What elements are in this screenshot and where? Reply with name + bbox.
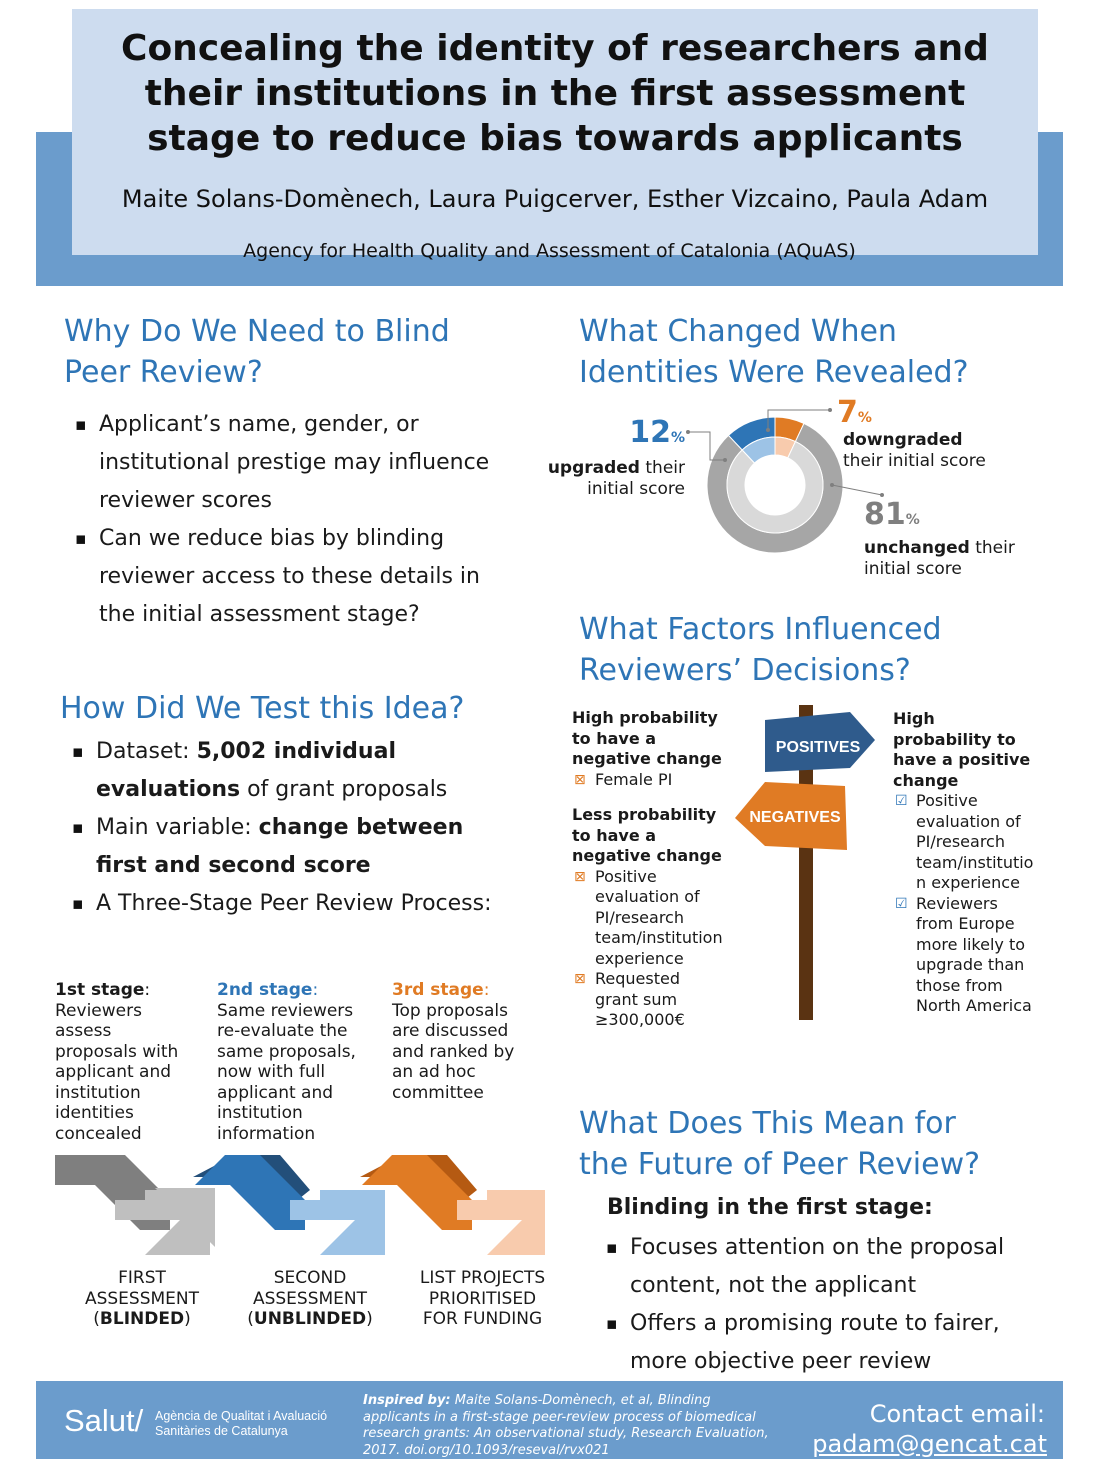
citation-line: applicants in a first-stage peer-review process of biomedical	[363, 1409, 756, 1425]
factor-text: evaluation of	[595, 887, 700, 906]
label-line	[540, 458, 685, 479]
colon: :	[312, 980, 319, 1000]
label-bold: UNBLINDED	[253, 1309, 367, 1329]
factor-text: grant sum	[595, 989, 678, 1009]
inspired-label: Inspired by:	[363, 1393, 451, 1408]
heading-line: What Does This Mean for	[579, 1106, 956, 1141]
label-line: initial score	[864, 559, 962, 579]
poster-title	[72, 26, 1038, 161]
value: 7	[837, 395, 858, 430]
label-bold: unchanged	[864, 538, 970, 558]
logo-line: Agència de Qualitat i Avaluació	[155, 1409, 328, 1423]
factor-head-line: Less probability	[572, 805, 717, 824]
factor-item	[572, 770, 742, 791]
factors-heading	[579, 609, 942, 691]
factor-text: PI/research	[595, 907, 684, 927]
unit: %	[905, 512, 920, 528]
factor-text: experience	[595, 948, 684, 968]
stage-head: 1st stage	[55, 980, 145, 1000]
value: 12	[629, 415, 671, 450]
factor-head-line: have a positive	[893, 750, 1031, 769]
factor-text: from Europe	[916, 914, 1015, 933]
leader-upgraded	[688, 432, 725, 460]
x-box-icon: ⊠	[574, 868, 586, 885]
leader-downgraded	[768, 410, 830, 430]
factor-text: Female PI	[595, 769, 673, 789]
label-line: FIRST	[118, 1268, 166, 1288]
unit: %	[857, 410, 872, 426]
factor-text: Positive	[916, 791, 978, 810]
authors: Maite Solans-Domènech, Laura Puigcerver, Esther Vizcaino, Paula Adam	[121, 185, 989, 213]
factor-text: upgrade than	[916, 955, 1025, 974]
arrow-stage1	[55, 1155, 215, 1255]
salut-logo: Salut/	[64, 1403, 144, 1438]
factor-item	[572, 969, 742, 1031]
downgraded-value	[837, 395, 872, 430]
why-bullet: ▪ Can we reduce bias by blinding reviewer access to these details in the initial assessment stage?	[63, 520, 503, 634]
stage-3	[392, 980, 522, 1103]
factor-text: team/institution	[595, 928, 723, 947]
text: Main variable:	[96, 815, 259, 840]
how-bullets	[60, 733, 520, 923]
process-arrows	[55, 1155, 550, 1255]
factor-text: Positive	[595, 866, 657, 886]
text: their	[969, 538, 1015, 558]
factor-head-line: probability to	[893, 729, 1016, 749]
factor-text: n experience	[916, 873, 1020, 892]
how-bullet-dataset	[60, 733, 520, 809]
heading-line: Reviewers’ Decisions?	[579, 653, 911, 688]
agency-logo-text	[155, 1409, 327, 1439]
label-line: ASSESSMENT	[252, 1288, 368, 1309]
stage-text: Top proposals are discussed and ranked by an ad hoc committee	[392, 1000, 515, 1103]
label-line: LIST PROJECTS	[419, 1268, 546, 1288]
factor-text: Reviewers	[916, 893, 998, 913]
label-bold: BLINDED	[99, 1309, 185, 1329]
future-subhead: Blinding in the first stage:	[607, 1195, 933, 1220]
label-line: ASSESSMENT	[84, 1288, 200, 1309]
heading-line: What Changed When	[579, 314, 897, 349]
neg-high-factors	[572, 708, 742, 790]
affiliation: Agency for Health Quality and Assessment of Catalonia (AQuAS)	[243, 240, 856, 262]
label-list-projects	[405, 1268, 560, 1330]
factor-head-line: change	[893, 770, 959, 790]
why-bullet: ▪ Applicant’s name, gender, or institutional prestige may influence reviewer scores	[63, 406, 503, 520]
neg-less-factors	[572, 805, 742, 1031]
citation-line: research grants: An observational study, Research Evaluation,	[363, 1426, 769, 1441]
positives-sign-label: POSITIVES	[775, 739, 861, 756]
stage-text: Reviewers assess proposals with applicant and institution identities concealed	[55, 1000, 179, 1144]
unit: %	[670, 430, 685, 446]
heading-line: What Factors Influenced	[579, 612, 942, 647]
label-line: their initial score	[843, 451, 986, 471]
value: 81	[864, 497, 906, 532]
label-line: initial score	[587, 479, 685, 499]
paren: )	[366, 1309, 373, 1329]
contact-email-link[interactable]: padam@gencat.cat	[812, 1430, 1047, 1458]
label-line	[230, 1309, 390, 1330]
text: of grant proposals	[240, 777, 448, 802]
colon: :	[144, 980, 151, 1000]
how-heading: How Did We Test this Idea?	[60, 691, 465, 726]
stage-text: Same reviewers re-evaluate the same proposals, now with full applicant and institution information	[217, 1000, 356, 1144]
citation-line	[363, 1393, 813, 1410]
label-line: SECOND	[273, 1268, 347, 1288]
label-first-assessment	[67, 1268, 217, 1330]
x-box-icon: ⊠	[574, 771, 586, 788]
future-heading	[579, 1103, 980, 1185]
factor-head-line: negative change	[572, 846, 722, 865]
title-line: Concealing the identity of researchers and	[121, 28, 989, 69]
unchanged-label	[864, 538, 1015, 580]
future-bullet: ▪ Offers a promising route to fairer, more objective peer review	[594, 1305, 1054, 1381]
citation	[363, 1393, 813, 1457]
heading-line: Why Do We Need to Blind	[64, 314, 450, 349]
checkbox-icon: ☑	[895, 895, 908, 912]
contact-label: Contact email:	[869, 1400, 1045, 1428]
factor-text: Requested	[595, 969, 680, 988]
factor-head-line: to have a	[572, 728, 657, 748]
stage-2	[217, 980, 367, 1144]
factor-text: evaluation of	[916, 811, 1021, 831]
stage-1	[55, 980, 190, 1144]
factor-item	[893, 894, 1063, 1017]
factor-text: PI/research	[916, 832, 1005, 851]
heading-line: Identities Were Revealed?	[579, 355, 969, 390]
future-bullet: ▪ Focuses attention on the proposal content, not the applicant	[594, 1229, 1054, 1305]
stage-head: 3rd stage	[392, 980, 484, 1000]
text-bold: change between first and second score	[96, 815, 464, 878]
paren: (	[93, 1309, 100, 1329]
arrow-stage2	[193, 1155, 385, 1255]
label-second-assessment	[230, 1268, 390, 1330]
citation-line: 2017. doi.org/10.1093/reseval/rvx021	[363, 1442, 610, 1457]
x-box-icon: ⊠	[574, 971, 586, 987]
heading-line: the Future of Peer Review?	[579, 1147, 981, 1182]
how-bullet-process: ▪ A Three-Stage Peer Review Process:	[60, 885, 520, 923]
text: Dataset:	[96, 739, 197, 764]
negatives-sign-label: NEGATIVES	[749, 809, 841, 826]
why-bullets	[63, 406, 503, 634]
paren: )	[184, 1309, 191, 1329]
arrow-stage3	[360, 1155, 545, 1255]
logo-line: Sanitàries de Catalunya	[155, 1424, 288, 1438]
signpost	[735, 700, 905, 1025]
label-line	[864, 538, 1015, 559]
label-bold: upgraded	[547, 458, 640, 478]
colon: :	[483, 980, 490, 1000]
unchanged-value	[864, 497, 920, 532]
label-bold: downgraded	[843, 430, 963, 450]
factor-text: North America	[916, 996, 1032, 1015]
factor-item	[572, 867, 742, 970]
why-heading	[64, 311, 450, 393]
factor-head-line: High	[893, 709, 935, 728]
factor-item	[893, 791, 1063, 894]
downgraded-label	[843, 430, 986, 472]
factor-head-line: to have a	[572, 825, 657, 845]
text-bold: 5,002 individual evaluations	[96, 739, 396, 802]
text: their	[639, 458, 685, 478]
future-bullets	[594, 1229, 1054, 1381]
label-line: PRIORITISED	[428, 1288, 537, 1309]
upgraded-label	[540, 458, 685, 500]
stage-head: 2nd stage	[217, 980, 313, 1000]
upgraded-value	[600, 415, 685, 450]
pos-factors	[893, 709, 1063, 1017]
factor-text: those from	[916, 975, 1003, 995]
factor-text: more likely to	[916, 934, 1026, 954]
factor-text: team/institutio	[916, 852, 1034, 872]
how-bullet-variable	[60, 809, 520, 885]
label-line: FOR FUNDING	[422, 1309, 543, 1329]
changed-heading	[579, 311, 969, 393]
citation-text: Maite Solans-Domènech, et al, Blinding	[450, 1393, 711, 1408]
title-line: their institutions in the first assessment	[144, 73, 966, 114]
factor-text: ≥300,000€	[595, 1010, 685, 1029]
checkbox-icon: ☑	[895, 793, 908, 809]
leader-unchanged	[832, 485, 882, 495]
factor-head-line: High probability	[572, 708, 718, 727]
factor-head-line: negative change	[572, 749, 722, 768]
title-line: stage to reduce bias towards applicants	[147, 118, 963, 159]
label-line	[67, 1309, 217, 1330]
heading-line: Peer Review?	[64, 355, 263, 390]
paren: (	[247, 1309, 254, 1329]
